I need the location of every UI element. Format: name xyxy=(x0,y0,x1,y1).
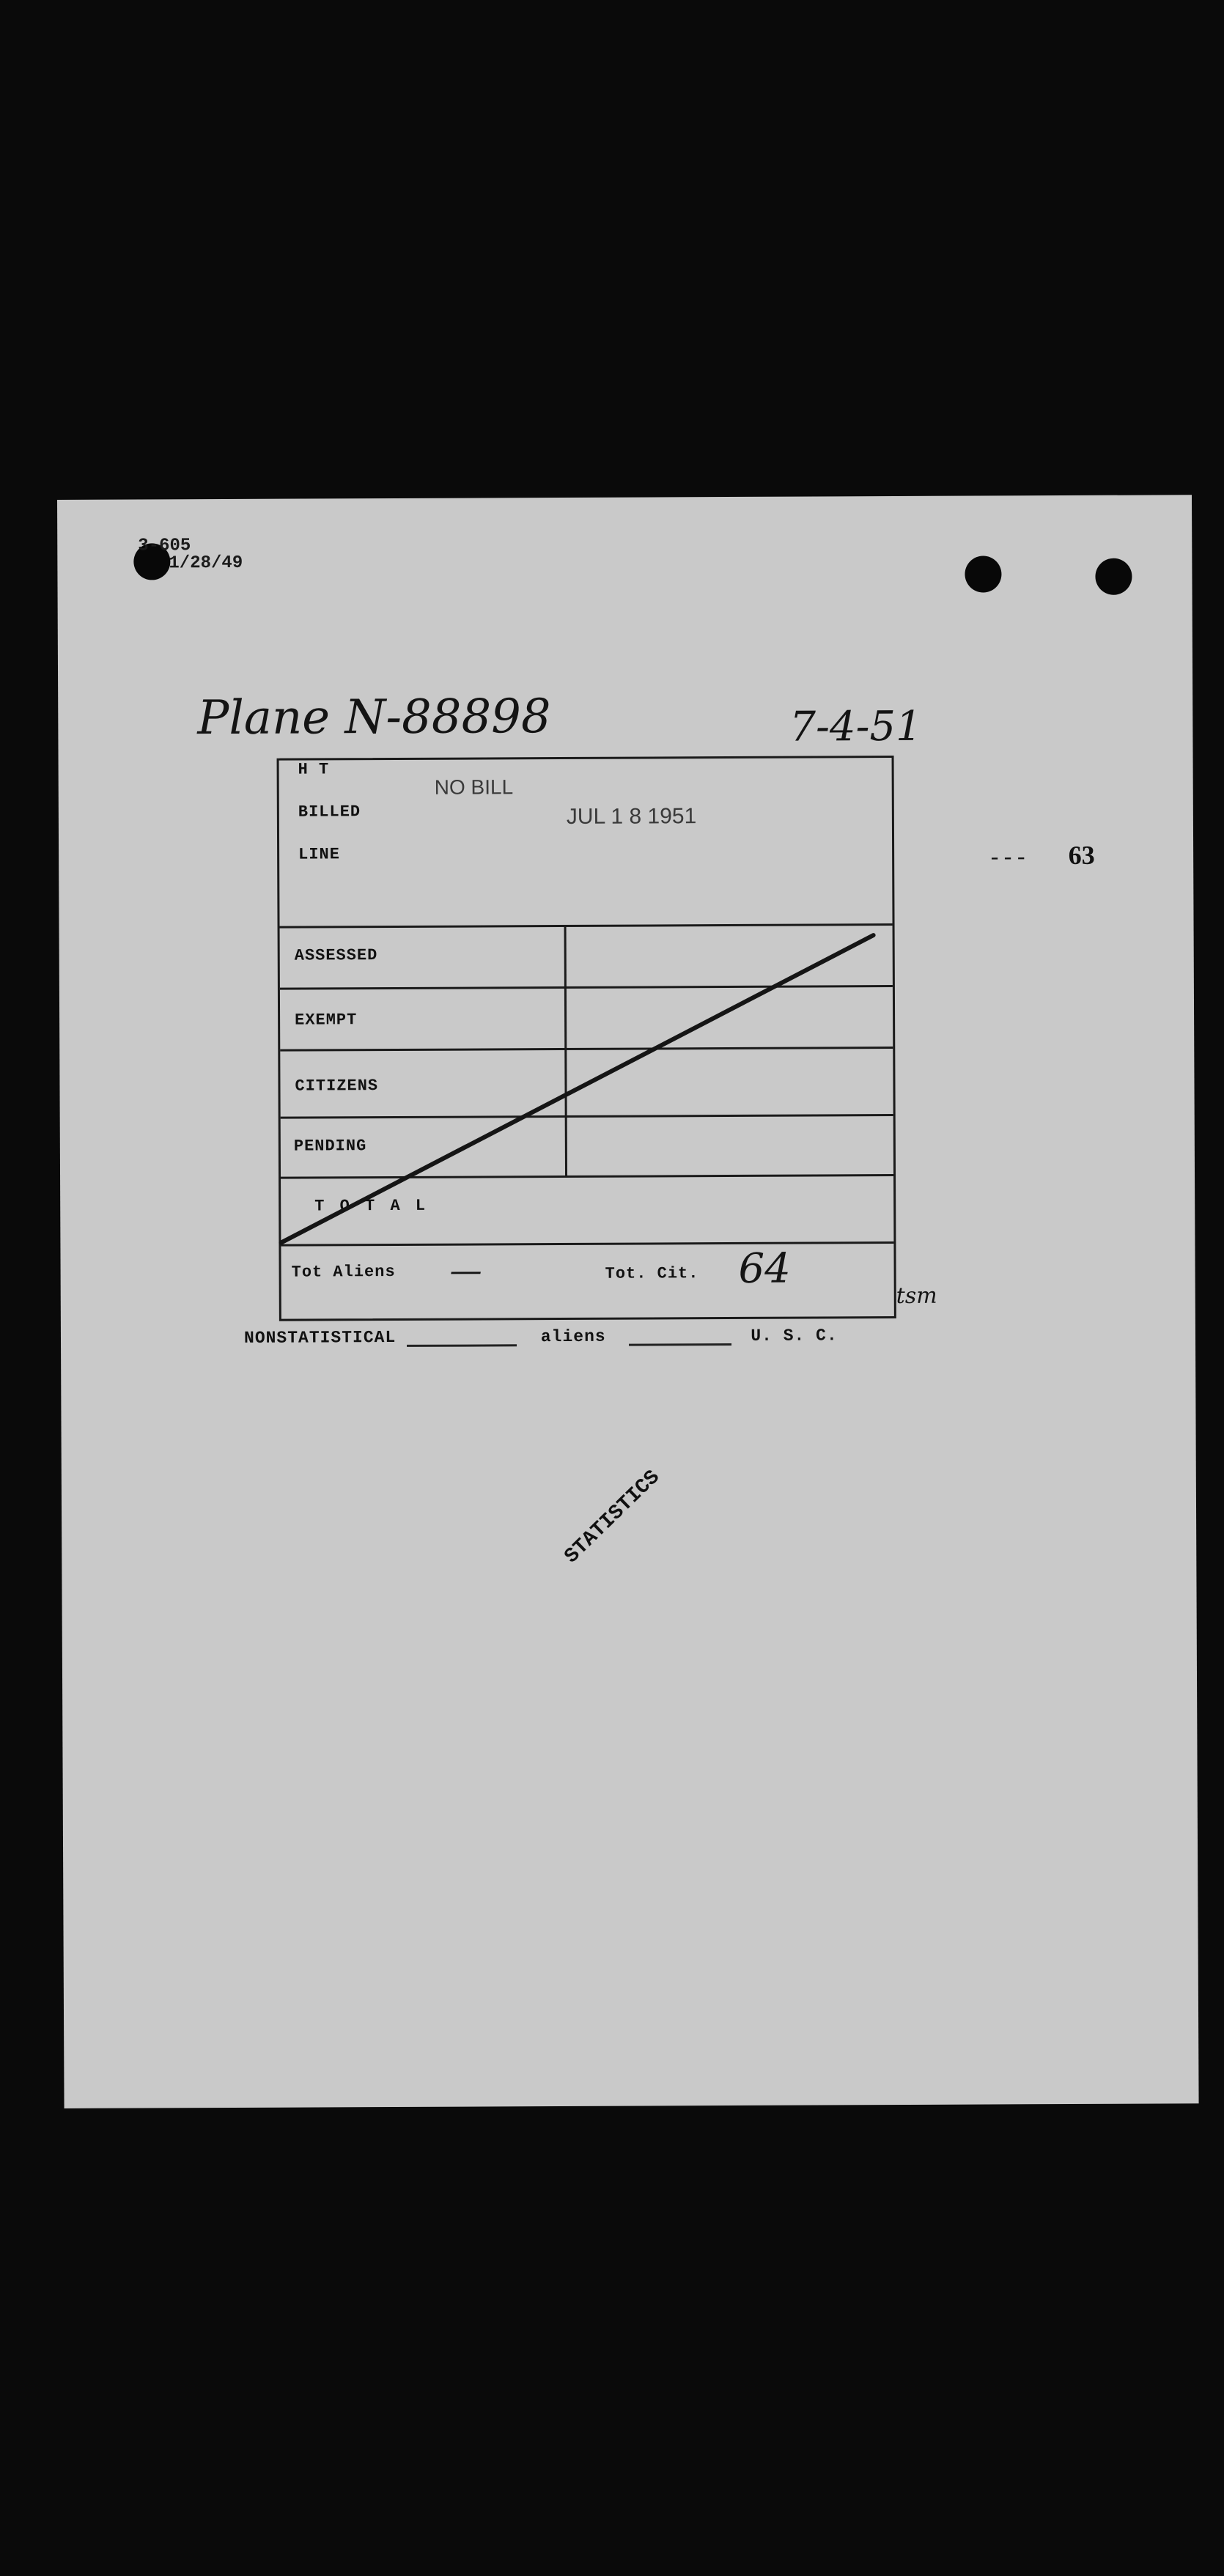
box-label-line: LINE xyxy=(298,845,340,864)
aliens-label: aliens xyxy=(540,1326,606,1347)
plane-number: Plane N-88898 xyxy=(197,690,551,746)
side-number-value: 63 xyxy=(1068,840,1095,870)
row-pending: PENDING xyxy=(293,1137,367,1156)
form-revision-date: 1/28/49 xyxy=(169,553,243,574)
tot-aliens-value: — xyxy=(449,1252,482,1290)
date-received-stamp: JUL 1 8 1951 xyxy=(566,804,697,829)
tot-cit-value: 64 xyxy=(738,1244,791,1293)
box-label-ht: H T xyxy=(298,760,330,779)
aliens-blank xyxy=(629,1343,731,1346)
side-number-dashes: --- xyxy=(988,846,1028,872)
box-label-billed: BILLED xyxy=(298,802,361,822)
document-page xyxy=(57,495,1199,2108)
nonstatistical-label: NONSTATISTICAL xyxy=(243,1327,397,1348)
statistics-stamp: STATISTICS xyxy=(560,1466,665,1568)
statistics-box xyxy=(277,756,896,1321)
tot-cit-label: Tot. Cit. xyxy=(605,1264,699,1283)
punch-hole-center xyxy=(965,556,1001,592)
form-code xyxy=(138,537,243,573)
initials: tsm xyxy=(896,1283,937,1310)
handwritten-date: 7-4-51 xyxy=(789,702,922,751)
nonstatistical-blank xyxy=(407,1344,517,1347)
row-exempt: EXEMPT xyxy=(295,1011,358,1030)
side-number xyxy=(988,840,1095,873)
usc-label: U. S. C. xyxy=(751,1326,838,1346)
row-citizens: CITIZENS xyxy=(295,1077,379,1096)
diagonal-strike-line xyxy=(279,758,894,1319)
row-total: T O T A L xyxy=(314,1196,429,1216)
punch-hole-right xyxy=(1095,558,1132,595)
no-bill-stamp: NO BILL xyxy=(434,775,514,799)
tot-aliens-label: Tot Aliens xyxy=(291,1262,396,1282)
form-number: 3-605 xyxy=(138,536,191,556)
row-assessed: ASSESSED xyxy=(294,946,378,965)
nonstatistical-line xyxy=(244,1326,838,1348)
